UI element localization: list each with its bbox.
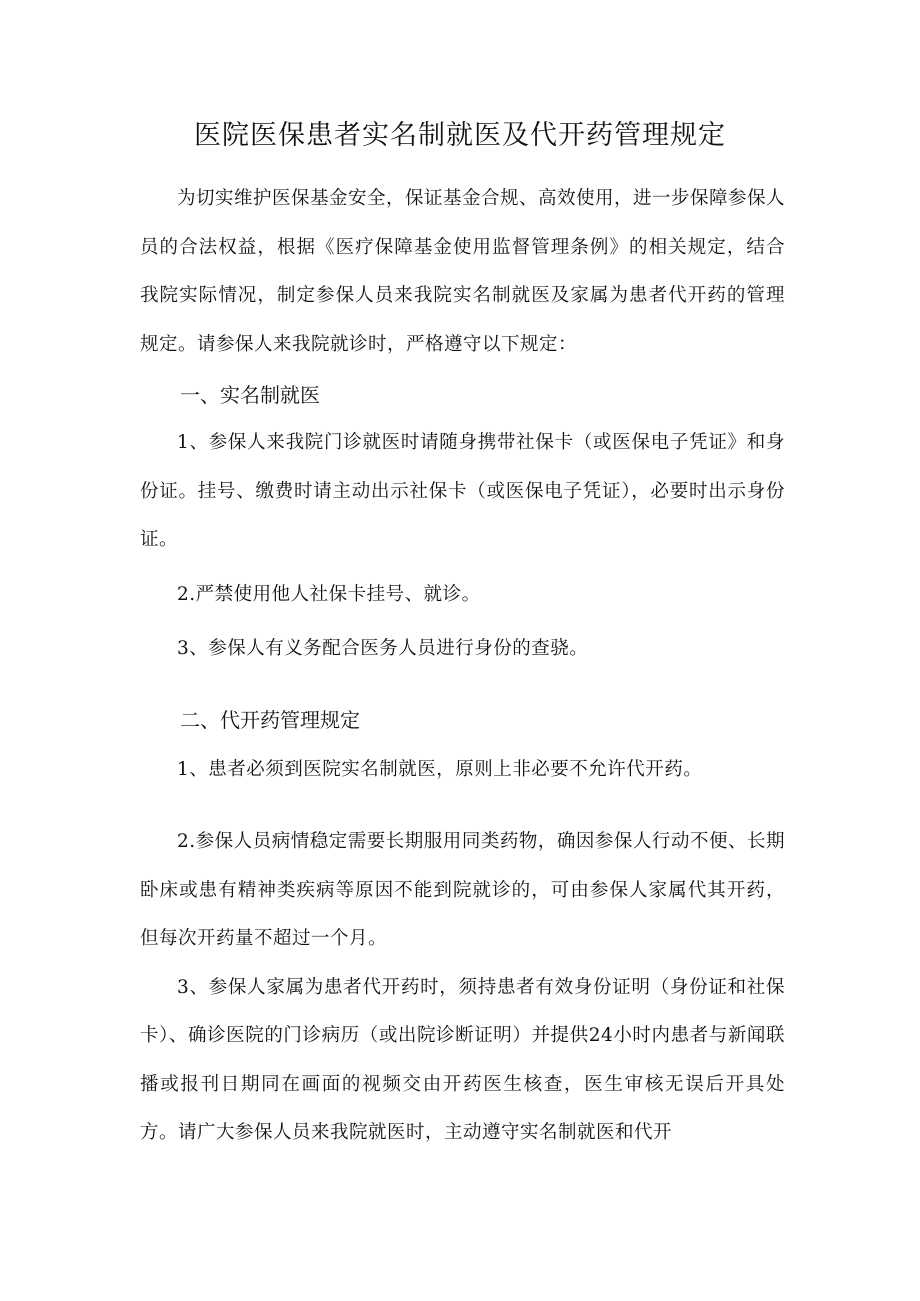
intro-paragraph: 为切实维护医保基金安全，保证基金合规、高效使用，进一步保障参保人员的合法权益，根据《医疗保障基金使用监督管理条例》的相关规定，结合我院实际情况，制定参保人员来我院实名制就医及家属为患者代开药的管理规定。请参保人来我院就诊时，严格遵守以下规定： [140,188,786,355]
section-heading-proxy-prescription: 二、代开药管理规定 [180,707,360,732]
section-heading-real-name: 一、实名制就医 [180,383,320,407]
section1-item-1: 1、参保人来我院门诊就医时请随身携带社保卡（或医保电子凭证》和身份证。挂号、缴费时请主动出示社保卡（或医保电子凭证），必要时出示身份证。 [140,432,785,550]
section1-item-3: 3、参保人有义务配合医务人员进行身份的查骁。 [177,638,589,659]
section2-item-2: 2.参保人员病情稳定需要长期服用同类药物，确因参保人行动不便、长期卧床或患有精神类疾病等原因不能到院就诊的，可由参保人家属代其开药，但每次开药量不超过一个月。 [140,831,785,949]
section1-item-2: 2.严禁使用他人社保卡挂号、就诊。 [177,583,481,605]
section2-item-3: 3、参保人家属为患者代开药时，须持患者有效身份证明（身份证和社保卡）、确诊医院的门诊病历（或出院诊断证明）并提供24小时内患者与新闻联播或报刊日期同在画面的视频交由开药医生核查，医生审核无误后开具处方。请广大参保人员来我院就医时，主动遵守实名制就医和代开 [140,976,785,1143]
document-body [140,175,785,1158]
section2-item-1: 1、患者必须到医院实名制就医，原则上非必要不允许代开药。 [177,758,703,780]
document-title: 医院医保患者实名制就医及代开药管理规定 [194,120,726,151]
